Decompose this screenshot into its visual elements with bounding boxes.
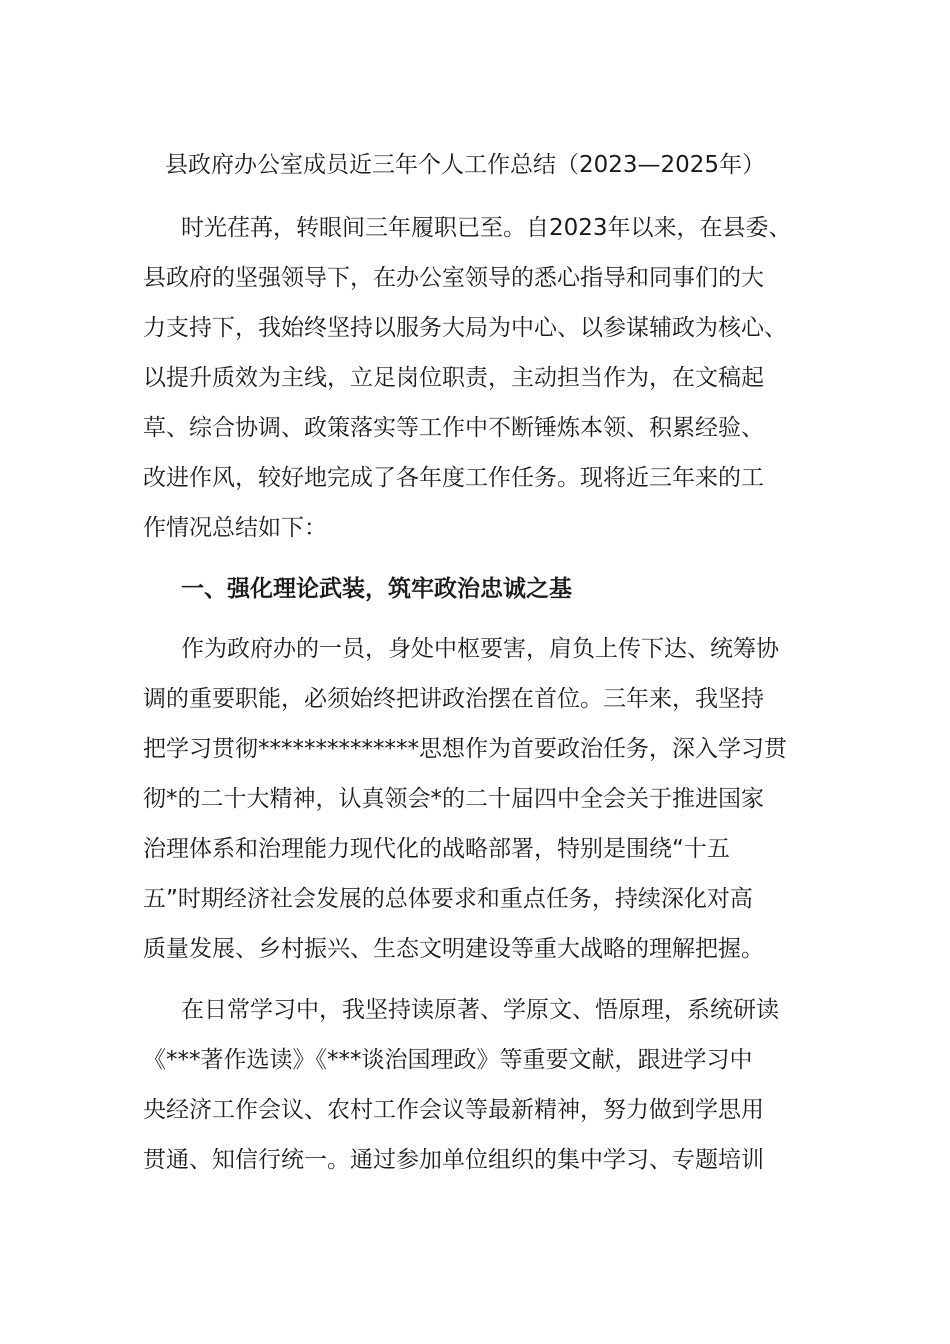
paragraph-line: 五”时期经济社会发展的总体要求和重点任务，持续深化对高: [143, 886, 753, 912]
intro-paragraph: [143, 203, 807, 553]
paragraph-line: 把学习贯彻**************思想作为首要政治任务，深入学习贯: [143, 736, 787, 762]
paragraph-line: 调的重要职能，必须始终把讲政治摆在首位。三年来，我坚持: [143, 686, 764, 712]
paragraph-line: 彻*的二十大精神，认真领会*的二十届四中全会关于推进国家: [143, 786, 764, 812]
paragraph-line: 作情况总结如下：: [143, 515, 327, 541]
section1-paragraph: [143, 624, 807, 974]
paragraph-line: 贯通、知信行统一。通过参加单位组织的集中学习、专题培训: [143, 1147, 764, 1173]
paragraph-line: 以提升质效为主线，立足岗位职责，主动担当作为，在文稿起: [143, 365, 764, 391]
paragraph-line: 《***著作选读》《***谈治国理政》等重要文献，跟进学习中: [143, 1047, 753, 1073]
paragraph-line: 质量发展、乡村振兴、生态文明建设等重大战略的理解把握。: [143, 936, 764, 962]
paragraph-line: 在日常学习中，我坚持读原著、学原文、悟原理，系统研读: [181, 997, 779, 1023]
paragraph-line: 改进作风，较好地完成了各年度工作任务。现将近三年来的工: [143, 465, 764, 491]
section-heading: 一、强化理论武装，筑牢政治忠诚之基: [181, 576, 572, 602]
paragraph-line: 治理体系和治理能力现代化的战略部署，特别是围绕“十五: [143, 836, 730, 862]
section1-paragraph-2: [143, 985, 807, 1185]
document-title: 县政府办公室成员近三年个人工作总结（2023—2025年）: [165, 152, 766, 178]
paragraph-line: 县政府的坚强领导下，在办公室领导的悉心指导和同事们的大: [143, 265, 764, 291]
paragraph-line: 作为政府办的一员，身处中枢要害，肩负上传下达、统筹协: [181, 636, 779, 662]
paragraph-line: 时光荏苒，转眼间三年履职已至。自2023年以来，在县委、: [181, 215, 792, 241]
paragraph-line: 草、综合协调、政策落实等工作中不断锤炼本领、积累经验、: [143, 415, 764, 441]
paragraph-line: 力支持下，我始终坚持以服务大局为中心、以参谋辅政为核心、: [143, 315, 787, 341]
paragraph-line: 央经济工作会议、农村工作会议等最新精神，努力做到学思用: [143, 1097, 764, 1123]
